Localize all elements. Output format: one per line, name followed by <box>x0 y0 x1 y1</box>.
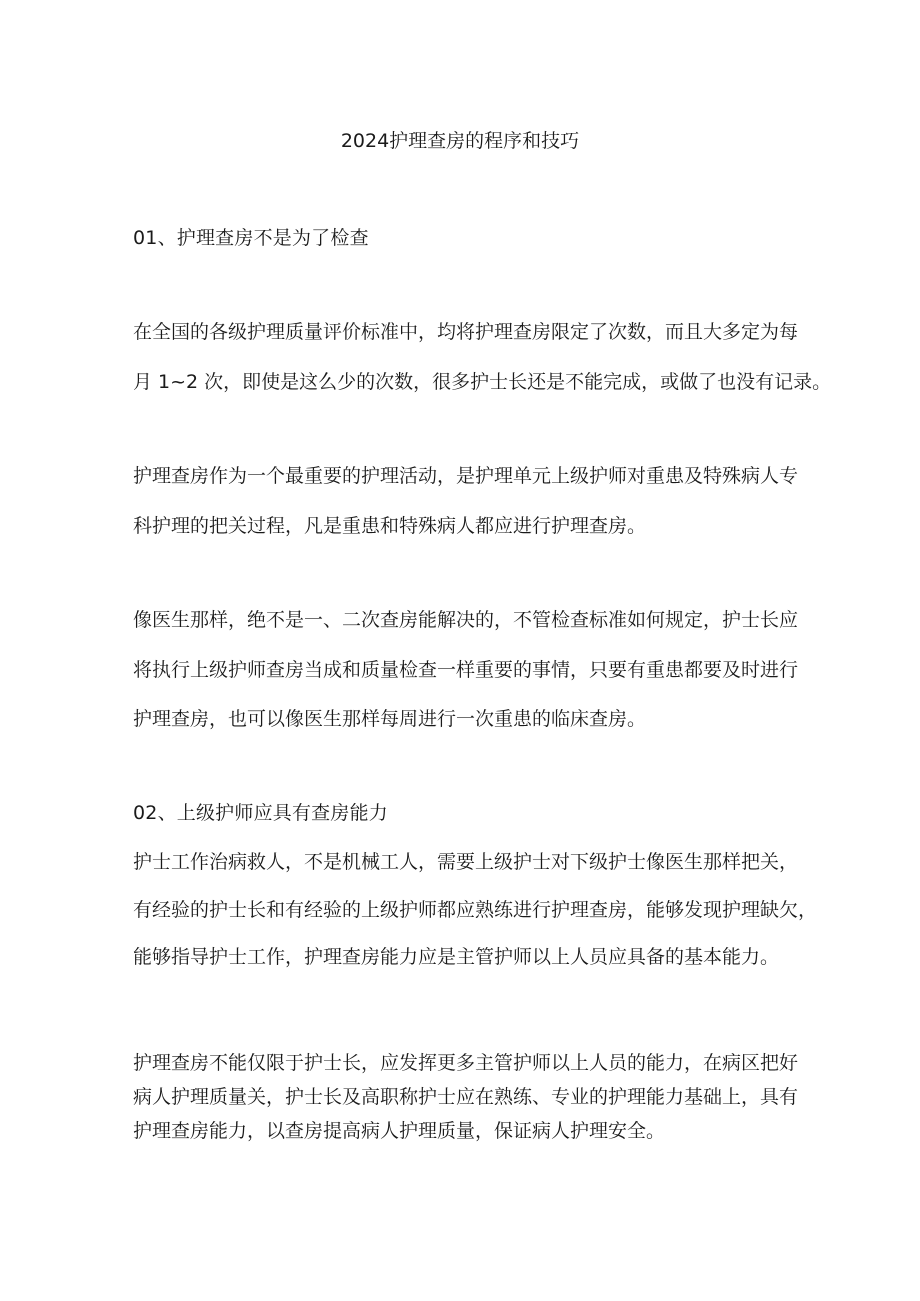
paragraph-line: 月 1~2 次，即使是这么少的次数，很多护士长还是不能完成，或做了也没有记录。 <box>133 371 832 393</box>
paragraph-line: 像医生那样，绝不是一、二次查房能解决的，不管检查标准如何规定，护士长应 <box>133 609 799 631</box>
document-title: 2024护理查房的程序和技巧 <box>340 130 580 152</box>
paragraph-line: 护士工作治病救人，不是机械工人，需要上级护士对下级护士像医生那样把关， <box>133 851 799 873</box>
section-heading-2: 02、上级护师应具有查房能力 <box>133 802 388 824</box>
paragraph-line: 护理查房能力，以查房提高病人护理质量，保证病人护理安全。 <box>133 1120 666 1142</box>
paragraph-line: 护理查房作为一个最重要的护理活动，是护理单元上级护师对重患及特殊病人专 <box>133 465 799 487</box>
paragraph-line: 病人护理质量关，护士长及高职称护士应在熟练、专业的护理能力基础上，具有 <box>133 1086 799 1108</box>
paragraph-line: 有经验的护士长和有经验的上级护师都应熟练进行护理查房，能够发现护理缺欠， <box>133 899 818 921</box>
paragraph-line: 将执行上级护师查房当成和质量检查一样重要的事情，只要有重患都要及时进行 <box>133 659 799 681</box>
section-heading-1: 01、护理查房不是为了检查 <box>133 227 369 249</box>
paragraph-line: 科护理的把关过程，凡是重患和特殊病人都应进行护理查房。 <box>133 515 647 537</box>
paragraph-line: 护理查房，也可以像医生那样每周进行一次重患的临床查房。 <box>133 708 647 730</box>
paragraph-line: 在全国的各级护理质量评价标准中，均将护理查房限定了次数，而且大多定为每 <box>133 321 799 343</box>
paragraph-line: 能够指导护士工作，护理查房能力应是主管护师以上人员应具备的基本能力。 <box>133 946 780 968</box>
paragraph-line: 护理查房不能仅限于护士长，应发挥更多主管护师以上人员的能力，在病区把好 <box>133 1052 799 1074</box>
